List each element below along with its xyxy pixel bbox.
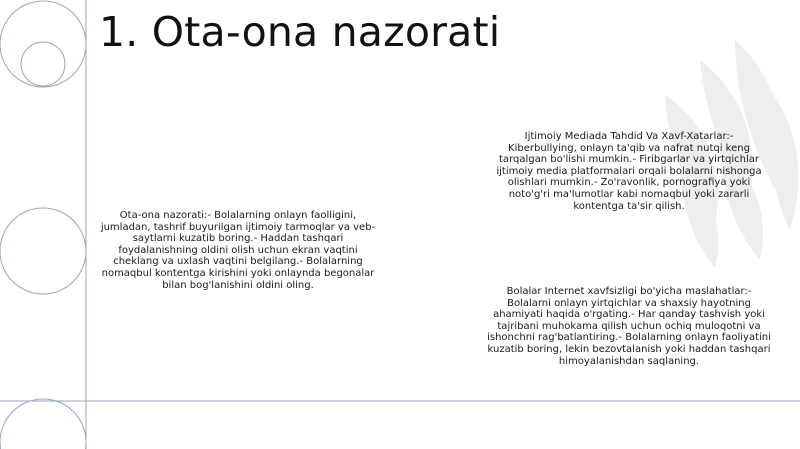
text-block-internet-safety-tips: Bolalar Internet xavfsizligi bo'yicha maslahatlar:- Bolalarni onlayn yirtqichlar va shaxsiy hayotning ahamiyati haqida o'rgating.- Har qanday tashvish yoki tajribani muhokama qilish uchun ochiq muloqotni va ishonchni rag'batlantiring.- Bolalarning onlayn faoliyatini kuzatib boring, lekin bezovtalanish yoki haddan tashqari himoyalanishdan saqlaning. (487, 286, 771, 367)
large-circle-middle (0, 208, 86, 294)
large-circle-top (0, 1, 86, 87)
slide-title: 1. Ota-ona nazorati (99, 8, 501, 56)
text-block-social-media-threats: Ijtimoiy Mediada Tahdid Va Xavf-Xatarlar:- Kiberbullying, onlayn ta'qib va nafrat nutqi keng tarqalgan bo'lishi mumkin.- Firibgarlar va yirtqichlar ijtimoiy media platformalari orqali bolalarni nishonga olishlari mumkin.- Zo'ravonlik, pornografiya yoki noto'g'ri ma'lumotlar kabi nomaqbul yoki zararli kontentga ta'sir qilish. (496, 131, 762, 212)
large-circle-bottom (0, 399, 86, 449)
text-block-parental-control: Ota-ona nazorati:- Bolalarning onlayn faolligini, jumladan, tashrif buyurilgan ijtimoiy tarmoqlar va veb-saytlarni kuzatib boring.- Haddan tashqari foydalanishning oldini olish uchun ekran vaqtini cheklang va uxlash vaqtini belgilang.- Bolalarning nomaqbul kontentga kirishini yoki onlaynda begonalar bilan bog'lanishini oldini oling. (100, 210, 376, 291)
small-circle-top (21, 42, 65, 86)
